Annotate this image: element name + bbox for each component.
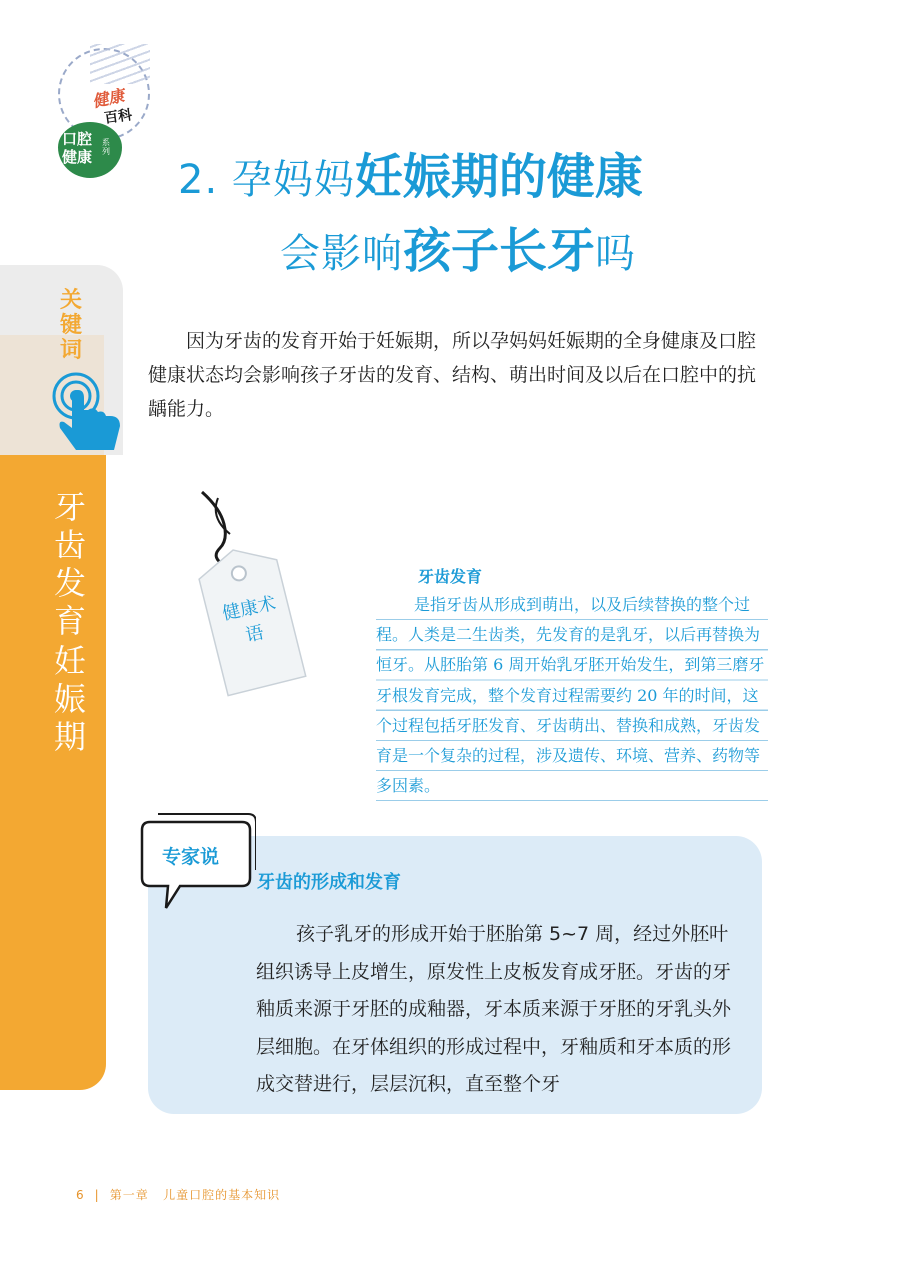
expert-label: 专家说 (162, 846, 220, 868)
postmark-lines (90, 44, 150, 84)
logo-baike: 百科 (103, 107, 134, 127)
logo-jiankang: 健康 (90, 85, 126, 112)
series-name: 口腔健康 (62, 130, 93, 166)
keyword-pregnancy: 妊娠期 (53, 642, 86, 756)
intro-paragraph: 因为牙齿的发育开始于妊娠期，所以孕妈妈妊娠期的全身健康及口腔健康状态均会影响孩子牙齿的发育、结构、萌出时间及以后在口腔中的抗龋能力。 (148, 330, 757, 420)
title-line-2-bold: 孩子长牙 (403, 223, 596, 279)
tag-label: 健康术语 (220, 592, 278, 647)
series-suffix: 系列 (102, 138, 110, 156)
chapter-number: 第一章 (109, 1188, 149, 1202)
title-line-2-prefix: 会影响 (280, 231, 403, 277)
page-title (0, 130, 900, 279)
title-line-2 (280, 212, 636, 281)
title-line-1 (178, 138, 643, 207)
title-line-1-prefix: 2. 孕妈妈 (178, 157, 355, 203)
price-tag-icon (180, 488, 320, 698)
page-footer (76, 1186, 280, 1203)
keyword-label: 关键词 (59, 288, 82, 363)
footer-divider: | (94, 1188, 100, 1202)
title-line-1-bold: 妊娠期的健康 (354, 149, 643, 205)
expert-section-title: 牙齿的形成和发育 (257, 872, 401, 893)
term-title: 牙齿发育 (418, 567, 483, 586)
expert-paragraph: 孩子乳牙的形成开始于胚胎第 5~7 周，经过外胚叶组织诱导上皮增生，原发性上皮板发育成牙胚。牙齿的牙釉质来源于牙胚的成釉器，牙本质来源于牙胚的牙乳头外层细胞。在牙体组织的形成过程中，牙釉质和牙本质的形成交替进行，层层沉积，直至整个牙 (256, 923, 732, 1095)
chapter-title: 儿童口腔的基本知识 (163, 1188, 281, 1202)
page-number: 6 (76, 1188, 85, 1202)
keyword-tooth-development: 牙齿发育 (53, 488, 86, 640)
term-definition: 是指牙齿从形成到萌出，以及后续替换的整个过程。人类是二生齿类，先发育的是乳牙，以后再替换为恒牙。从胚胎第 6 周开始乳牙胚开始发生，到第三磨牙牙根发育完成，整个发育过程需要约 20 年的时间，这个过程包括牙胚发育、牙齿萌出、替换和成熟，牙齿发育是一个复杂的过程，涉及遗传、环境、营养、药物等多因素。 (376, 590, 768, 801)
title-line-2-suffix: 吗 (595, 231, 637, 277)
tap-hand-icon (48, 370, 124, 454)
